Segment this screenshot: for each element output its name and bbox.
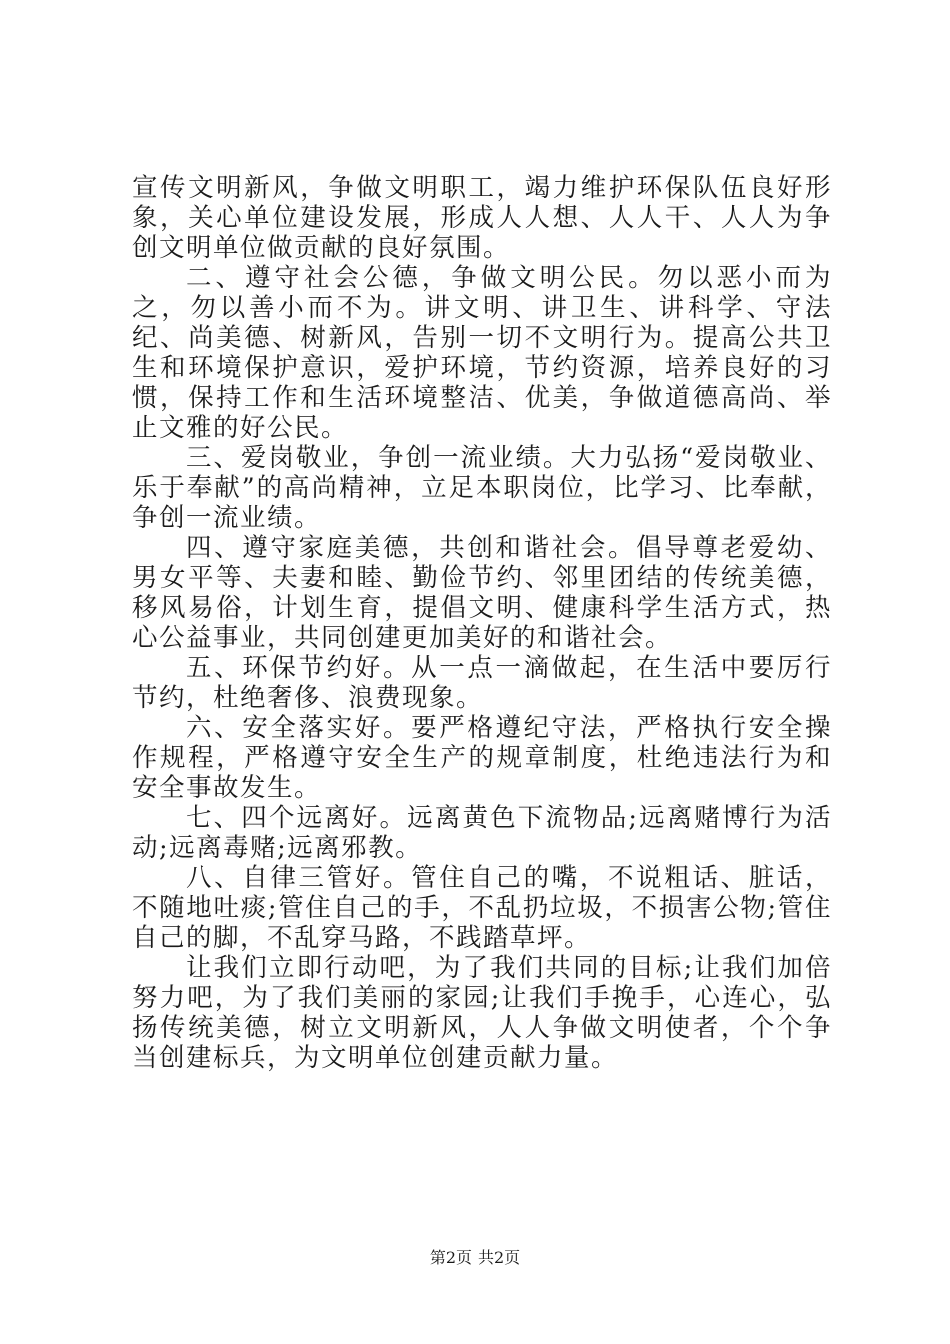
paragraph-1: 宣传文明新风，争做文明职工，竭力维护环保队伍良好形象，关心单位建设发展，形成人人想、人人干、人人为争创文明单位做贡献的良好氛围。 (132, 173, 832, 263)
paragraph-4: 四、遵守家庭美德，共创和谐社会。倡导尊老爱幼、男女平等、夫妻和睦、勤俭节约、邻里团结的传统美德，移风易俗，计划生育，提倡文明、健康科学生活方式，热心公益事业，共同创建更加美好的和谐社会。 (132, 533, 832, 653)
paragraph-6: 六、安全落实好。要严格遵纪守法，严格执行安全操作规程，严格遵守安全生产的规章制度，杜绝违法行为和安全事故发生。 (132, 713, 832, 803)
page-total: 共2页 (478, 1248, 521, 1267)
paragraph-5: 五、环保节约好。从一点一滴做起，在生活中要厉行节约，杜绝奢侈、浪费现象。 (132, 653, 832, 713)
paragraph-9: 让我们立即行动吧，为了我们共同的目标;让我们加倍努力吧，为了我们美丽的家园;让我们手挽手，心连心，弘扬传统美德，树立文明新风，人人争做文明使者，个个争当创建标兵，为文明单位创建贡献力量。 (132, 953, 832, 1073)
document-body (132, 173, 832, 1073)
paragraph-8: 八、自律三管好。管住自己的嘴，不说粗话、脏话，不随地吐痰;管住自己的手，不乱扔垃圾，不损害公物;管住自己的脚，不乱穿马路，不践踏草坪。 (132, 863, 832, 953)
page-number: 第2页 (429, 1248, 472, 1267)
paragraph-2: 二、遵守社会公德，争做文明公民。勿以恶小而为之，勿以善小而不为。讲文明、讲卫生、讲科学、守法纪、尚美德、树新风，告别一切不文明行为。提高公共卫生和环境保护意识，爱护环境，节约资源，培养良好的习惯，保持工作和生活环境整洁、优美，争做道德高尚、举止文雅的好公民。 (132, 263, 832, 443)
paragraph-7: 七、四个远离好。远离黄色下流物品;远离赌博行为活动;远离毒赌;远离邪教。 (132, 803, 832, 863)
paragraph-3: 三、爱岗敬业，争创一流业绩。大力弘扬“爱岗敬业、乐于奉献”的高尚精神，立足本职岗位，比学习、比奉献，争创一流业绩。 (132, 443, 832, 533)
page-footer (0, 1247, 950, 1269)
